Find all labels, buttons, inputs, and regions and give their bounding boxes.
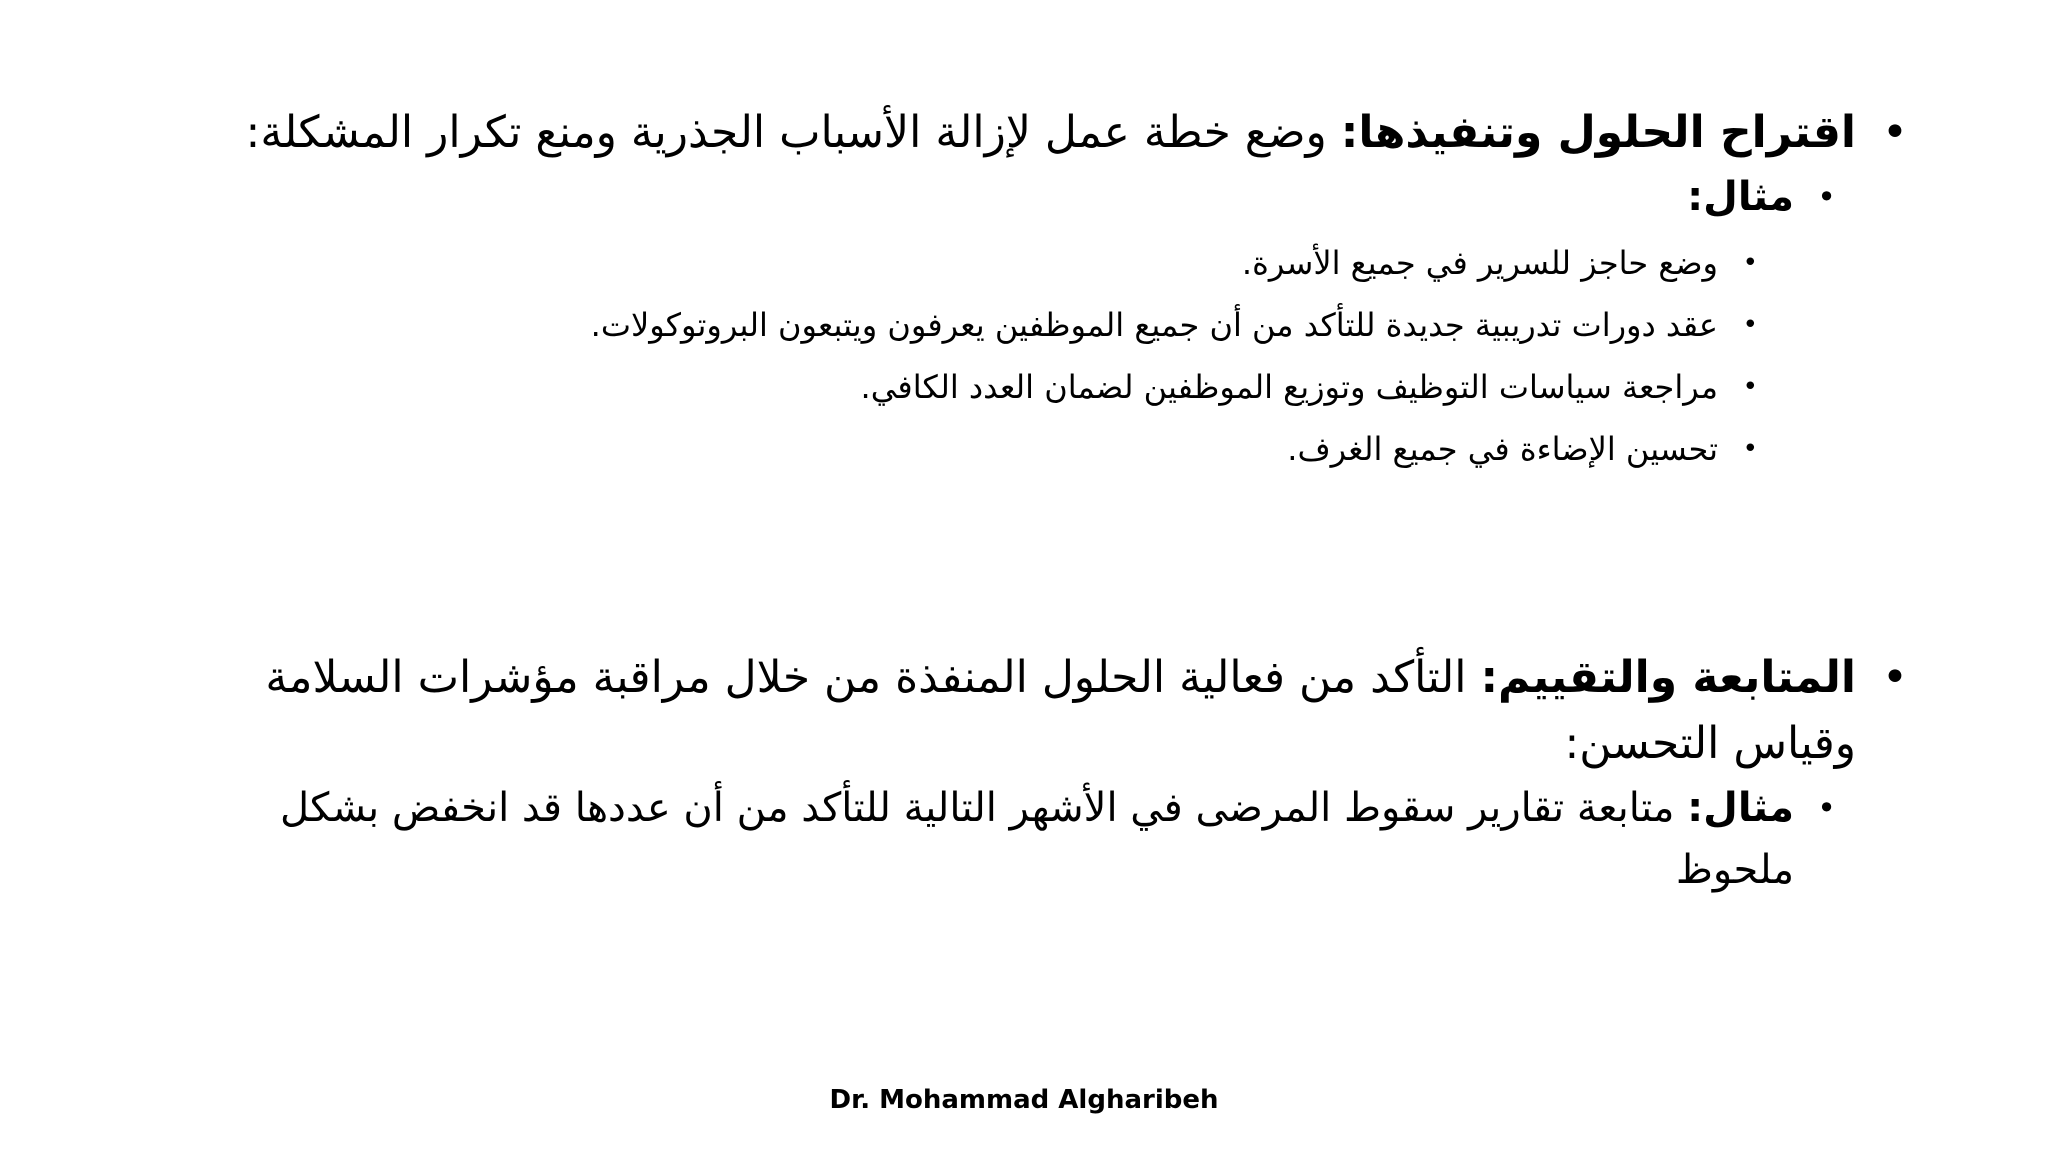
followup-example-label: مثال: bbox=[1687, 785, 1794, 831]
list-item: • وضع حاجز للسرير في جميع الأسرة. bbox=[150, 232, 1758, 294]
bullet-icon: • bbox=[1882, 652, 1908, 703]
section-solutions bbox=[150, 100, 1908, 480]
solutions-heading-bold: اقتراح الحلول وتنفيذها: bbox=[1340, 107, 1856, 158]
bullet-icon: • bbox=[1882, 107, 1908, 158]
bullet-icon: • bbox=[1817, 789, 1836, 827]
footer-author: Dr. Mohammad Algharibeh bbox=[829, 1085, 1219, 1115]
solutions-example-list bbox=[150, 232, 1758, 480]
bullet-icon: • bbox=[1742, 248, 1758, 278]
solutions-heading bbox=[150, 100, 1908, 166]
list-item: • مراجعة سياسات التوظيف وتوزيع الموظفين لضمان العدد الكافي. bbox=[150, 356, 1758, 418]
followup-example bbox=[150, 777, 1836, 901]
followup-example-text: متابعة تقارير سقوط المرضى في الأشهر التالية للتأكد من أن عددها قد انخفض بشكل ملحوظ bbox=[279, 785, 1794, 893]
list-item: • تحسين الإضاءة في جميع الغرف. bbox=[150, 418, 1758, 480]
followup-heading bbox=[150, 645, 1908, 777]
bullet-icon: • bbox=[1742, 372, 1758, 402]
bullet-icon: • bbox=[1817, 178, 1836, 216]
followup-heading-text: التأكد من فعالية الحلول المنفذة من خلال مراقبة مؤشرات السلامة وقياس التحسن: bbox=[265, 652, 1856, 769]
section-followup bbox=[150, 645, 1908, 901]
bullet-icon: • bbox=[1742, 434, 1758, 464]
solutions-heading-text: وضع خطة عمل لإزالة الأسباب الجذرية ومنع تكرار المشكلة: bbox=[245, 107, 1341, 158]
followup-heading-bold: المتابعة والتقييم: bbox=[1480, 652, 1856, 703]
list-item: • عقد دورات تدريبية جديدة للتأكد من أن جميع الموظفين يعرفون ويتبعون البروتوكولات. bbox=[150, 294, 1758, 356]
bullet-icon: • bbox=[1742, 310, 1758, 340]
solutions-example-label: • مثال: bbox=[150, 166, 1836, 228]
